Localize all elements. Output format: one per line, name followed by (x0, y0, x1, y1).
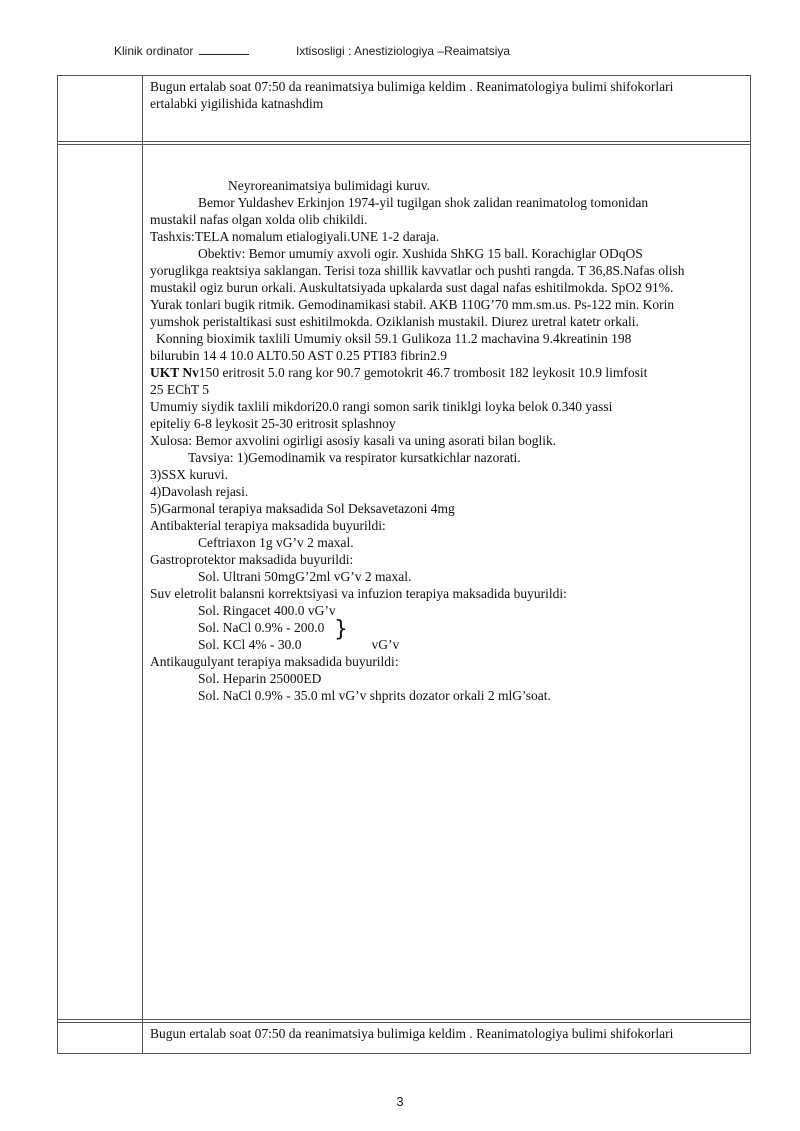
drug-line: Sol. NaCl 0.9% - 200.0 (198, 620, 325, 635)
table-border-left (57, 75, 58, 1054)
therapy-heading: Gastroprotektor maksadida buyurildi: (150, 552, 354, 567)
page-number: 3 (396, 1094, 404, 1109)
urine-line: epiteliy 6-8 leykosit 25-30 eritrosit splashnoy (150, 416, 396, 431)
specialty-label: Ixtisosligi : Anestiziologiya –Reaimatsiya (296, 44, 511, 58)
drug-line: Sol. NaCl 0.9% - 35.0 ml vG’v shprits dozator orkali 2 mlG’soat. (198, 688, 551, 703)
name-blank (199, 44, 249, 55)
drug-line: Sol. Ringacet 400.0 vG’v (198, 603, 336, 618)
row3-line1: Bugun ertalab soat 07:50 da reanimatsiya bulimiga keldim . Reanimatologiya bulimi shifokorlari (150, 1026, 674, 1041)
column-divider (142, 75, 143, 1054)
drug-kcl: Sol. KCl 4% - 30.0 (198, 637, 302, 652)
drug-line: Sol. Ultrani 50mgG’2ml vG’v 2 maxal. (198, 569, 412, 584)
therapy-heading: Antikaugulyant terapiya maksadida buyurildi: (150, 654, 399, 669)
drug-line: Ceftriaxon 1g vG’v 2 maxal. (198, 535, 354, 550)
row-divider-2b (57, 1022, 751, 1023)
urine-line: Umumiy siydik taxlili mikdori20.0 rangi somon sarik tiniklgi loyka belok 0.340 yassi (150, 399, 613, 414)
table-border-top (57, 75, 751, 76)
row-divider-1a (57, 141, 751, 142)
brace-icon: } (334, 617, 348, 642)
therapy-heading: Antibakterial terapiya maksadida buyurildi: (150, 518, 386, 533)
biochem-line: bilurubin 14 4 10.0 ALT0.50 AST 0.25 PTI83 fibrin2.9 (150, 348, 448, 363)
record-line: yumshok peristaltikasi sust eshitilmokda. Oziklanish mustakil. Diurez uretral katetr orkali. (150, 314, 639, 329)
cbc-bold-label: UKT Nv (150, 365, 199, 380)
table-border-bottom (57, 1053, 751, 1054)
row-divider-2a (57, 1019, 751, 1020)
row1-line2: ertalabki yigilishida katnashdim (150, 96, 324, 111)
row1-text (150, 78, 673, 112)
diagnosis-line: Tashxis:TELA nomalum etialogiyali.UNE 1-2 daraja. (150, 229, 440, 244)
conclusion-line: Xulosa: Bemor axvolini ogirligi asosiy kasali va uning asorati bilan boglik. (150, 433, 557, 448)
biochem-line: Konning bioximik taxlili Umumiy oksil 59.1 Gulikoza 11.2 machavina 9.4kreatinin 198 (156, 331, 632, 346)
record-line: Bemor Yuldashev Erkinjon 1974-yil tugilgan shok zalidan reanimatolog tomonidan (198, 195, 649, 210)
objective-line: Obektiv: Bemor umumiy axvoli ogir. Xushida ShKG 15 ball. Korachiglar ODqOS (198, 246, 643, 261)
record-line: mustakil nafas olgan xolda olib chikildi. (150, 212, 368, 227)
recommendation-item: 5)Garmonal terapiya maksadida Sol Deksavetazoni 4mg (150, 501, 455, 516)
record-title: Neyroreanimatsiya bulimidagi kuruv. (228, 178, 430, 193)
page-header (0, 44, 800, 64)
cbc-line (150, 364, 750, 381)
drug-line: Sol. Heparin 25000ED (198, 671, 322, 686)
therapy-heading: Suv eletrolit balansni korrektsiyasi va infuzion terapiya maksadida buyurildi: (150, 586, 567, 601)
recommendation-item: 3)SSX kuruvi. (150, 467, 229, 482)
cbc-line: 25 EChT 5 (150, 382, 210, 397)
row1-line1: Bugun ertalab soat 07:50 da reanimatsiya bulimiga keldim . Reanimatologiya bulimi shifokorlari (150, 79, 674, 94)
record-line: mustakil ogiz burun orkali. Auskultatsiyada upkalarda sust dagal nafas eshitilmokda. SpO2 91%. (150, 280, 674, 295)
record-line: yoruglikga reaktsiya saklangan. Terisi toza shillik kavvatlar och pushti rangda. T 36,8S.Nafas olish (150, 263, 685, 278)
drug-route: vG’v (371, 637, 400, 652)
cbc-values: 150 eritrosit 5.0 rang kor 90.7 gemotokrit 46.7 trombosit 182 leykosit 10.9 limfosit (198, 365, 648, 380)
examination-record (150, 177, 750, 704)
record-line: Yurak tonlari bugik ritmik. Gemodinamikasi stabil. AKB 110G’70 mm.sm.us. Ps-122 min. Korin (150, 297, 675, 312)
table-border-right (750, 75, 751, 1054)
recommendation-line: Tavsiya: 1)Gemodinamik va respirator kursatkichlar nazorati. (188, 450, 521, 465)
recommendation-item: 4)Davolash rejasi. (150, 484, 249, 499)
row3-text (150, 1025, 673, 1042)
header-left (114, 44, 249, 58)
drug-line (150, 636, 750, 653)
row-divider-1b (57, 144, 751, 145)
ordinator-label: Klinik ordinator (114, 44, 194, 58)
